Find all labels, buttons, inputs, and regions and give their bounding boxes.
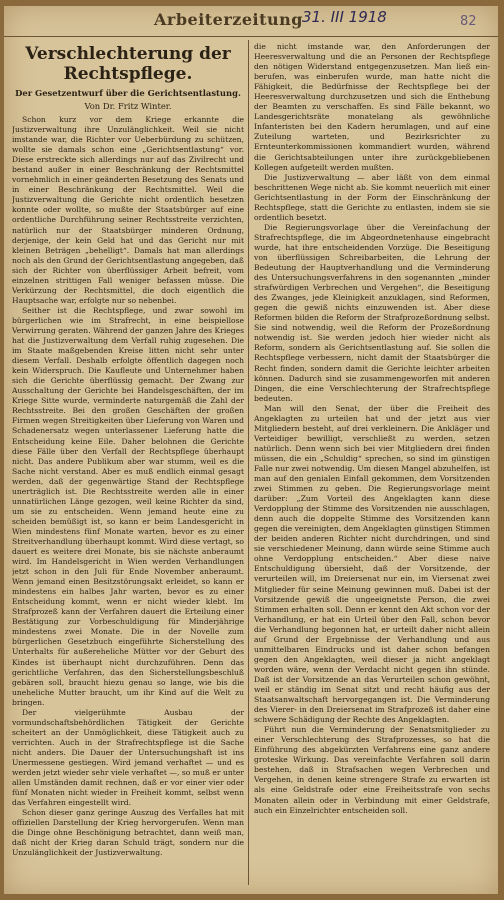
article-column-left: [12, 42, 244, 887]
article-paragraph: Der vielgerühmte Ausbau der vormundschaftsbehördlichen Tätigkeit der Gerichte scheitert an der Unmöglichkeit, diese Tätigkeit auch zu verrichten. Auch in der Strafrechtspflege ist die Sache nicht anders. Die Dauer der Untersuchungshaft ist ins Unermessene gestiegen. Wird jemand verhaftet — und es werden jetzt wieder sehr viele verhaftet —, so muß er unter allen Umständen damit rechnen, daß er vor einer vier oder fünf Monaten nicht wieder in Freiheit kommt, selbst wenn das Verfahren eingestellt wird.: [12, 707, 244, 808]
article-title: Verschlechterung der Rechtspflege.: [25, 44, 231, 84]
newspaper-clipping: [4, 6, 498, 894]
article-paragraph: Führt nun die Verminderung der Senatsmitglieder zu einer Verschlechterung des Strafprozesses, so hat die Einführung des abgekürzten Verfahrens eine ganz andere groteske Wirkung. Das vereinfachte Verfahren soll darin bestehen, daß in Strafsachen wegen Verbrechen und Vergehen, in denen keine strengere Strafe zu erwarten ist als eine Geldstrafe oder eine Freiheitsstrafe von sechs Monaten allein oder in Verbindung mit einer Geldstrafe, auch ein Einzelrichter entscheiden soll.: [254, 725, 490, 815]
handwritten-page-number: 82: [460, 14, 477, 29]
article-paragraph: Schon dieser ganz geringe Auszug des Verfalles hat mit offiziellen Darstellung der Krieg hervorgerufen. Wenn man die Dinge ohne Beschönigung betrachtet, dann weiß man, daß nicht der Krieg daran Schuld trägt, sondern nur die Unzulänglichkeit der Justizverwaltung.: [12, 808, 244, 858]
clipping-header: [4, 6, 498, 37]
article-paragraph: Die Regierungsvorlage über die Vereinfachung der Strafrechtspflege, die im Abgeordnetenhause eingebracht wurde, hat ihre entscheidenden Vorzüge. Die Beseitigung von überflüssigen Schreibarbeiten, die Lehrung der Bedeutung der Hauptverhandlung und die Verminderung des Untersuchungsverfahrens in den sogenannten „minder strafwürdigen Verbrechen und Vergehen“, die Beseitigung des Zwanges, jede Kleinigkeit anzuklagen, sind Reformen, gegen die gewiß nichts einzuwenden ist. Aber diese Reformen bilden die Reform der Strafprozeßordnung selbst. Sie sind notwendig, weil die Reform der Prozeßordnung notwendig ist. Sie werden jedoch hier wieder nicht als Reform, sondern als Gerichtsentlastung auf. Sie sollen die Rechtspflege verbessern, nicht damit der Staatsbürger die Recht finden, sondern damit die Gerichte leichter arbeiten können. Dadurch sind sie zusammengeworfen mit anderen Dingen, die eine Verschlechterung der Strafrechtspflege bedeuten.: [254, 222, 490, 403]
article-subtitle: Der Gesetzentwurf über die Gerichtsentlastung.: [15, 88, 241, 98]
article-paragraph: Schon kurz vor dem Kriege erkannte die Justizverwaltung ihre Unzulänglichkeit. Weil sie nicht imstande war, die Richter vor Ueberbürdung zu schützen, wollte sie damals schon eine „Gerichtsentlastung“ vor. Diese erstreckte sich allerdings nur auf das Zivilrecht und bestand außer in einer Beschränkung der Rechtsmittel vornehmlich in einer geänderten Besetzung des Senats und in einer Beschränkung der Rechtsmittel. Weil die Justizverwaltung die Gerichte nicht ordentlich besetzen konnte oder wollte, so mußte der Staatsbürger auf eine ordentliche Durchführung seiner Rechtsstreite verzichten, natürlich nur der Staatsbürger minderen Ordnung, derjenige, der kein Geld hat und das Gericht nur mit kleinen Beträgen „behelligt“. Damals hat man allerdings noch als den Grund der Gerichtsentlastung angegeben, daß sich der Richter von überflüssiger Arbeit befreit, vom einzelnen strittigen Fall weniger befassen müsse. Die Verkürzung der Rechtsmittel, die doch eigentlich die Hauptsache war, erfolgte nur so nebenbei.: [12, 115, 244, 305]
newspaper-name: Arbeiterzeitung: [154, 10, 303, 29]
article-paragraph: die nicht imstande war, den Anforderungen der Heeresverwaltung und die an Personen der Rechtspflege den nötigen Widerstand entgegenzusetzen. Man ließ ein- berufen, was einberufen wurde, man hatte nicht die Fähigkeit, die Bedürfnisse der Rechtspflege bei der Heeresverwaltung durchzusetzen und sich die Enthebung der Beamten zu verschaffen. Es sind Fälle bekannt, wo Landesgerichtsräte monatelang als gewöhnliche Infanteristen bei den Kadern herumlagen, und auf eine Zuteilung warteten, und Bezirksrichter zu Ernteunterkommissionen kommandiert wurden, während die Gerichtsabteilungen unter ihre zurückgebliebenen Kollegen aufgeteilt werden mußten.: [254, 42, 490, 172]
article-author: Von Dr. Fritz Winter.: [84, 101, 172, 111]
article-column-right: [254, 42, 490, 887]
handwritten-date: 31. III 1918: [302, 8, 387, 26]
article-paragraph: Man will den Senat, der über die Freiheit des Angeklagten zu urteilen hat und der jetzt aus vier Mitgliedern besteht, auf drei verkleinern. Die Ankläger und Verteidiger bewilligt, verschließt zu werden, setzen natürlich. Denn wenn sich bei vier Mitgliedern drei finden müssen, die ein „Schuldig“ sprechen, so sind im günstigen Falle nur zwei notwendig. Um diesen Mangel abzuhelfen, ist man auf den genialen Einfall gekommen, dem Vorsitzenden zwei Stimmen zu geben. Die Regierungsvorlage meint darüber: „Zum Vorteil des Angeklagten kann diese Verdopplung der Stimme des Vorsitzenden nie ausschlagen, denn auch die doppelte Stimme des Vorsitzenden kann gegen die vereinigten, dem Angeklagten günstigen Stimmen der beiden anderen Richter nicht durchdringen, und sind sie verschiedener Meinung, dann würde seine Stimme auch ohne Verdopplung entscheiden.“ Aber diese naive Entschuldigung übersieht, daß der Vorsitzende, der verurteilen will, im Dreiersenat nur ein, im Viersenat zwei Mitglieder für seine Meinung gewinnen muß. Dabei ist der Vorsitzende gewiß die ungeeignetste Person, die zwei Stimmen erhalten soll. Denn er kennt den Akt schon vor der Verhandlung, er hat ein Urteil über den Fall, schon bevor die Verhandlung begonnen hat, er urteilt daher nicht allein auf Grund der Ergebnisse der Verhandlung und aus unmittelbaren Eindrucks und ist daher schon befangen gegen den Angeklagten, weil dieser ja nicht angeklagt worden wäre, wenn der Verdacht nicht gegen ihn stünde. Daß ist der Vorsitzende an das Verurteilen schon gewöhnt, weil er ständig im Senat sitzt und recht häufig aus der Staatsanwaltschaft hervorgegangen ist. Die Verminderung des Vierer- in den Dreiersenat im Strafprozeß ist daher eine schwere Schädigung der Rechte des Angeklagten.: [254, 403, 490, 725]
article-paragraph: Die Justizverwaltung — aber läßt von dem einmal beschrittenen Wege nicht ab. Sie kommt neuerlich mit einer Gerichtsentlastung in der Form der Einschränkung der Rechtspflege, statt die Gerichte zu entlasten, indem sie sie ordentlich besetzt.: [254, 172, 490, 222]
column-divider: [248, 40, 249, 885]
article-paragraph: Seither ist die Rechtspflege, und zwar sowohl im bürgerlichen wie im Strafrecht, in eine beispiellose Verwirrung geraten. Während der ganzen Jahre des Krieges hat die Justizverwaltung dem Verfall ruhig zugesehen. Die im Staate maßgebenden Kreise litten nicht sehr unter diesem Verfall. Deshalb erfolgte öffentlich dagegen noch kein Widerspruch. Die Kaufleute und Unternehmer haben sich die Gerichte überflüssig gemacht. Der Zwang zur Ausschaltung der Gerichte bei Handelsgeschäften, der im Kriege Sitte wurde, verminderte naturgemäß die Zahl der Rechtsstreite. Bei den großen Geschäften der großen Firmen wegen Streitigkeiten über Lieferung von Waren und Schadenersatz wegen unterlassener Lieferung hatte die Entscheidung keine Eile. Daher belohnen die Gerichte diese Fälle über den Verfall der Rechtspflege überhaupt nicht. Das andere Publikum aber war stumm, weil es die Sache nicht verstand. Aber es muß endlich einmal gesagt werden, daß der gegenwärtige Stand der Rechtspflege unerträglich ist. Die Rechtsstreite werden alle in einer unnatürlichen Länge gezogen, weil keine Richter da sind, um sie zu entscheiden. Wenn jemand heute eine zu scheiden bemüßigt ist, so kann er beim Landesgericht in Wien mindestens fünf Monate warten, bevor es zu einer Streitverhandlung überhaupt kommt. Wird diese vertagt, so dauert es weitere drei Monate, bis sie nächste anberaumt wird. Im Handelsgericht in Wien werden Verhandlungen jetzt schon in den Juli für Ende November anberaumt. Wenn jemand einen Besitzstörungsakt erleidet, so kann er mindestens ein halbes Jahr warten, bevor es zu einer Entscheidung kommt, wenn er nicht wieder klebt. Im Strafprozeß kann der Verfahren dauert die Erteilung einer Bestätigung zur Vorbeschuldigung für Minderjährige mindestens zwei Monate. Die in der Novelle zum bürgerlichen Gesetzbuch eingeführte Sicherstellung des Unterhalts für außereheliche Mütter vor der Geburt des Kindes ist überhaupt nicht durchzuführen. Denn das gerichtliche Verfahren, das den Sicherstellungsbeschluß gebären soll, braucht hiezu genau so lange, wie bis die uneheliche Mutter braucht, um ihr Kind auf die Welt zu bringen.: [12, 305, 244, 707]
